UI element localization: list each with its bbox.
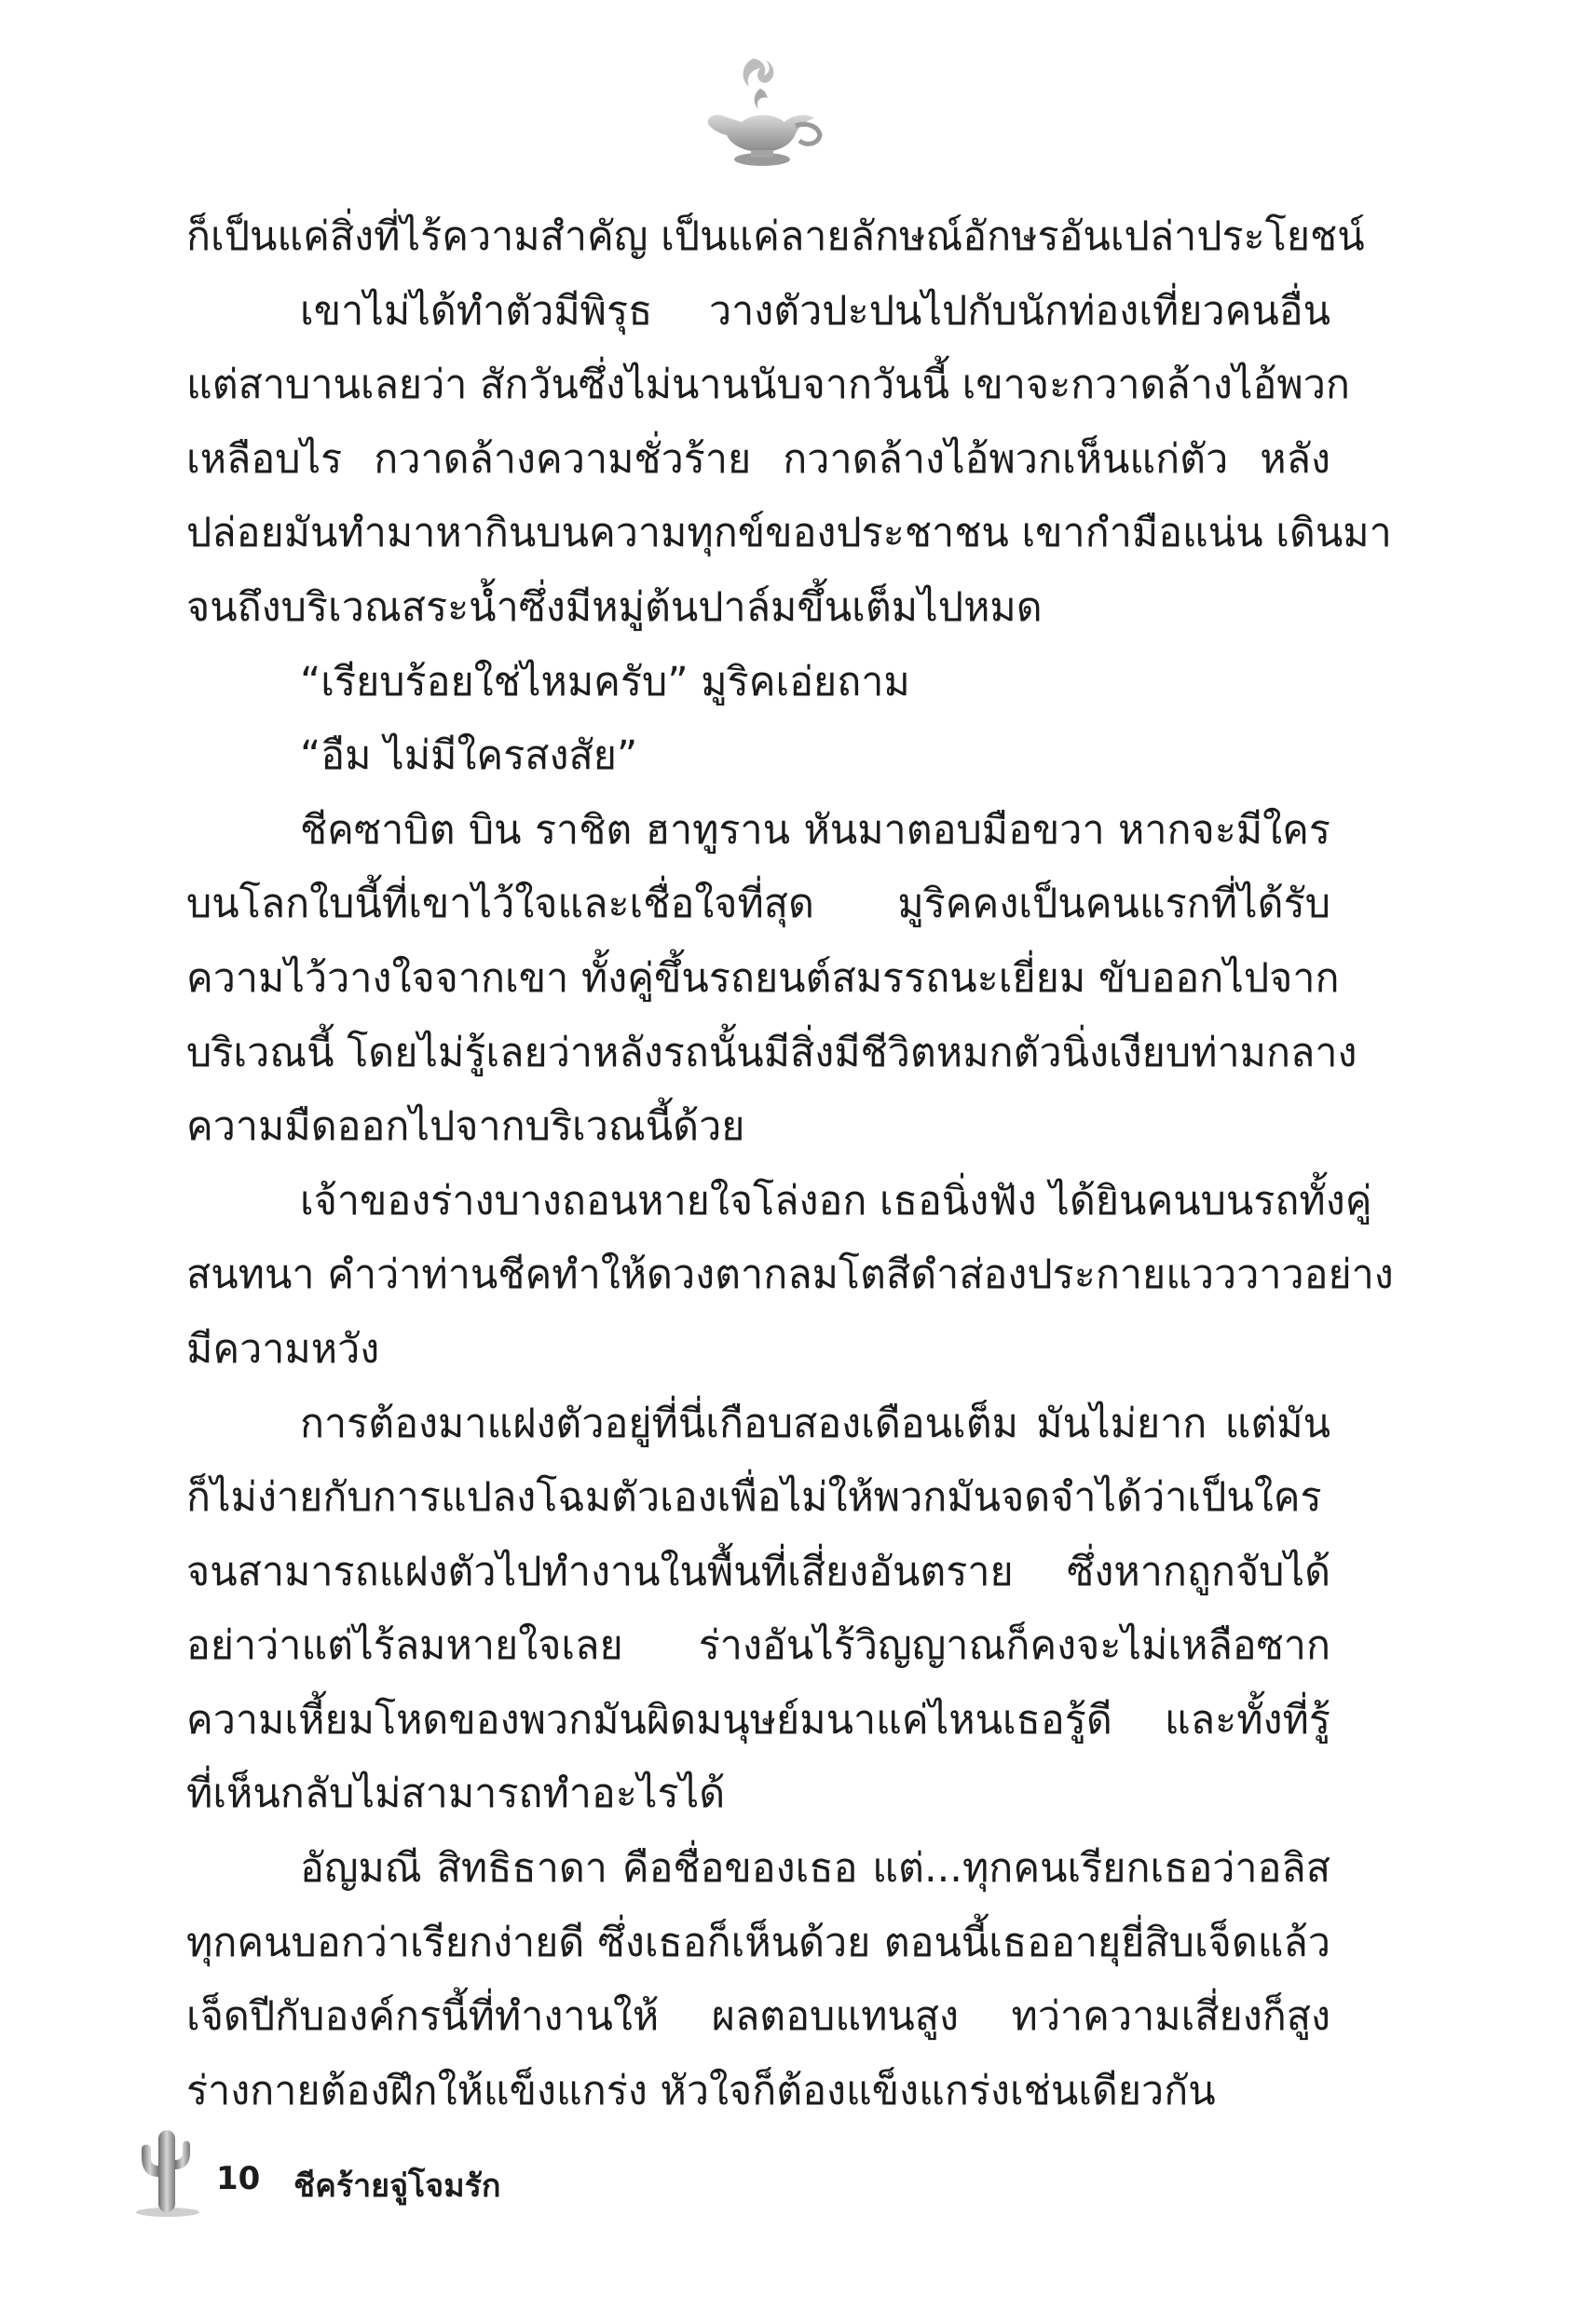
text-line: ปล่อยมันทำมาหากินบนความทุกข์ของประชาชน เขากำมือแน่น เดินมา [186, 510, 1392, 557]
text-line: การต้องมาแฝงตัวอยู่ที่นี่เกือบสองเดือนเต็ม มันไม่ยาก แต่มัน [300, 1400, 1330, 1447]
text-line: เจ้าของร่างบางถอนหายใจโล่งอก เธอนิ่งฟัง ได้ยินคนบนรถทั้งคู่ [300, 1177, 1372, 1224]
text-line: “อืม ไม่มีใครสงสัย” [300, 732, 638, 780]
book-title: ชีคร้ายจู่โจมรัก [293, 2167, 501, 2205]
page-number: 10 [216, 2160, 261, 2197]
body-text [186, 200, 1394, 2128]
cactus-icon [130, 2125, 205, 2218]
text-line: เขาไม่ได้ทำตัวมีพิรุธ วางตัวปะปนไปกับนักท่องเที่ยวคนอื่น [300, 287, 1330, 335]
text-line: สนทนา คำว่าท่านชีคทำให้ดวงตากลมโตสีดำส่องประกายแวววาวอย่าง [186, 1251, 1394, 1299]
text-line: ก็เป็นแค่สิ่งที่ไร้ความสำคัญ เป็นแค่ลายลักษณ์อักษรอันเปล่าประโยชน์ [186, 213, 1365, 260]
text-line: จนสามารถแฝงตัวไปทำงานในพื้นที่เสี่ยงอันตราย ซึ่งหากถูกจับได้ [186, 1548, 1330, 1595]
text-line: “เรียบร้อยใช่ไหมครับ” มูริคเอ่ยถาม [300, 658, 910, 705]
text-line: ทุกคนบอกว่าเรียกง่ายดี ซึ่งเธอก็เห็นด้วย ตอนนี้เธออายุยี่สิบเจ็ดแล้ว [186, 1919, 1330, 1966]
text-line: อัญมณี สิทธิธาดา คือชื่อของเธอ แต่...ทุกคนเรียกเธอว่าอลิส [300, 1845, 1330, 1893]
text-line: ร่างกายต้องฝึกให้แข็งแกร่ง หัวใจก็ต้องแข็งแกร่งเช่นเดียวกัน [186, 2067, 1216, 2114]
text-line: เหลือบไร กวาดล้างความชั่วร้าย กวาดล้างไอ้พวกเห็นแก่ตัว หลัง [186, 435, 1330, 483]
text-line: ความเหี้ยมโหดของพวกมันผิดมนุษย์มนาแค่ไหนเธอรู้ดี และทั้งที่รู้ [186, 1696, 1330, 1744]
text-line: ก็ไม่ง่ายกับการแปลงโฉมตัวเองเพื่อไม่ให้พวกมันจดจำได้ว่าเป็นใคร [186, 1474, 1322, 1522]
text-line: ความมืดออกไปจากบริเวณนี้ด้วย [186, 1103, 745, 1151]
genie-lamp-icon [688, 51, 827, 172]
text-line: ความไว้วางใจจากเขา ทั้งคู่ขึ้นรถยนต์สมรรถนะเยี่ยม ขับออกไปจาก [186, 954, 1340, 1002]
text-line: ชีคซาบิต บิน ราชิต ฮาทูราน หันมาตอบมือขวา หากจะมีใคร [300, 806, 1330, 854]
text-line: อย่าว่าแต่ไร้ลมหายใจเลย ร่างอันไร้วิญญาณก็คงจะไม่เหลือซาก [186, 1622, 1330, 1670]
text-line: แต่สาบานเลยว่า สักวันซึ่งไม่นานนับจากวันนี้ เขาจะกวาดล้างไอ้พวก [186, 362, 1350, 409]
page-footer [130, 2125, 689, 2227]
text-line: เจ็ดปีกับองค์กรนี้ที่ทำงานให้ ผลตอบแทนสูง ทว่าความเสี่ยงก็สูง [186, 1993, 1330, 2041]
text-line: บริเวณนี้ โดยไม่รู้เลยว่าหลังรถนั้นมีสิ่งมีชีวิตหมกตัวนิ่งเงียบท่ามกลาง [186, 1029, 1357, 1076]
text-line: มีความหวัง [186, 1325, 380, 1373]
text-line: จนถึงบริเวณสระน้ำซึ่งมีหมู่ต้นปาล์มขึ้นเต็มไปหมด [186, 583, 1043, 631]
text-line: บนโลกใบนี้ที่เขาไว้ใจและเชื่อใจที่สุด มูริคคงเป็นคนแรกที่ได้รับ [186, 881, 1330, 928]
text-line: ที่เห็นกลับไม่สามารถทำอะไรได้ [186, 1771, 726, 1818]
